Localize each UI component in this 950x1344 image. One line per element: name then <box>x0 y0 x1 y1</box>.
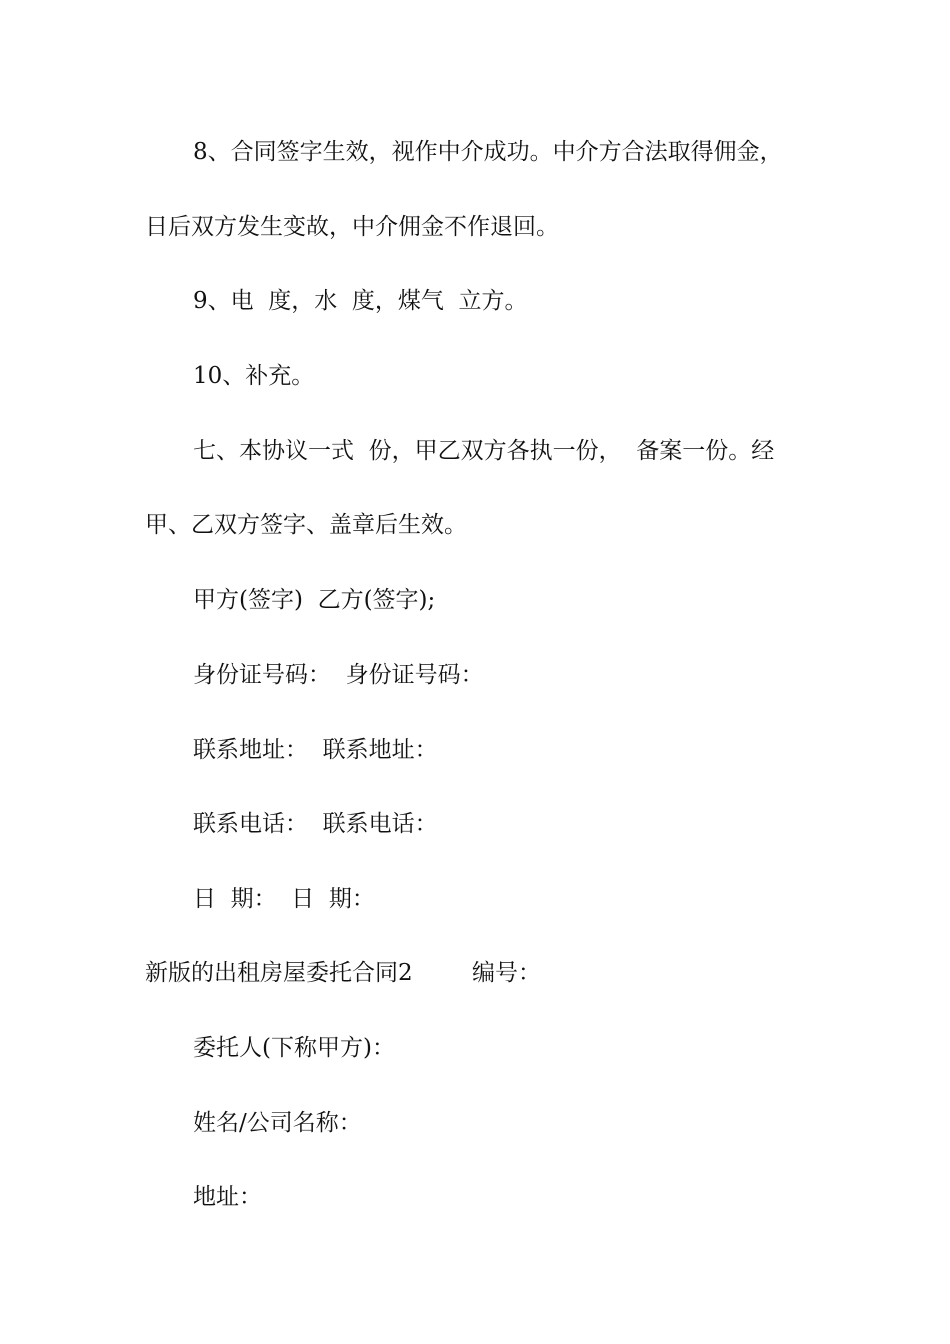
name-company-label: 姓名/公司名称： <box>193 1110 362 1136</box>
contract-title: 新版的出租房屋委托合同2 <box>145 960 413 986</box>
phone-line: 联系电话： 联系电话： <box>193 811 438 837</box>
contract-number-label: 编号： <box>472 960 541 986</box>
address-line: 联系地址： 联系地址： <box>193 737 438 763</box>
clause-8-line-1: 8、合同签字生效，视作中介成功。中介方合法取得佣金， <box>193 139 783 165</box>
date-line: 日 期： 日 期： <box>193 886 375 912</box>
clause-10: 10、补充。 <box>193 363 315 389</box>
signature-line: 甲方(签字) 乙方(签字); <box>193 587 436 613</box>
clause-9: 9、电 度，水 度，煤气 立方。 <box>193 288 528 314</box>
section-7-line-2: 甲、乙双方签字、盖章后生效。 <box>145 512 467 538</box>
section-7-line-1: 七、本协议一式 份，甲乙双方各执一份， 备案一份。经 <box>193 438 775 464</box>
principal-label: 委托人(下称甲方)： <box>193 1035 395 1061</box>
address-label: 地址： <box>193 1184 262 1210</box>
clause-8-line-2: 日后双方发生变故，中介佣金不作退回。 <box>145 214 559 240</box>
id-number-line: 身份证号码： 身份证号码： <box>193 662 484 688</box>
